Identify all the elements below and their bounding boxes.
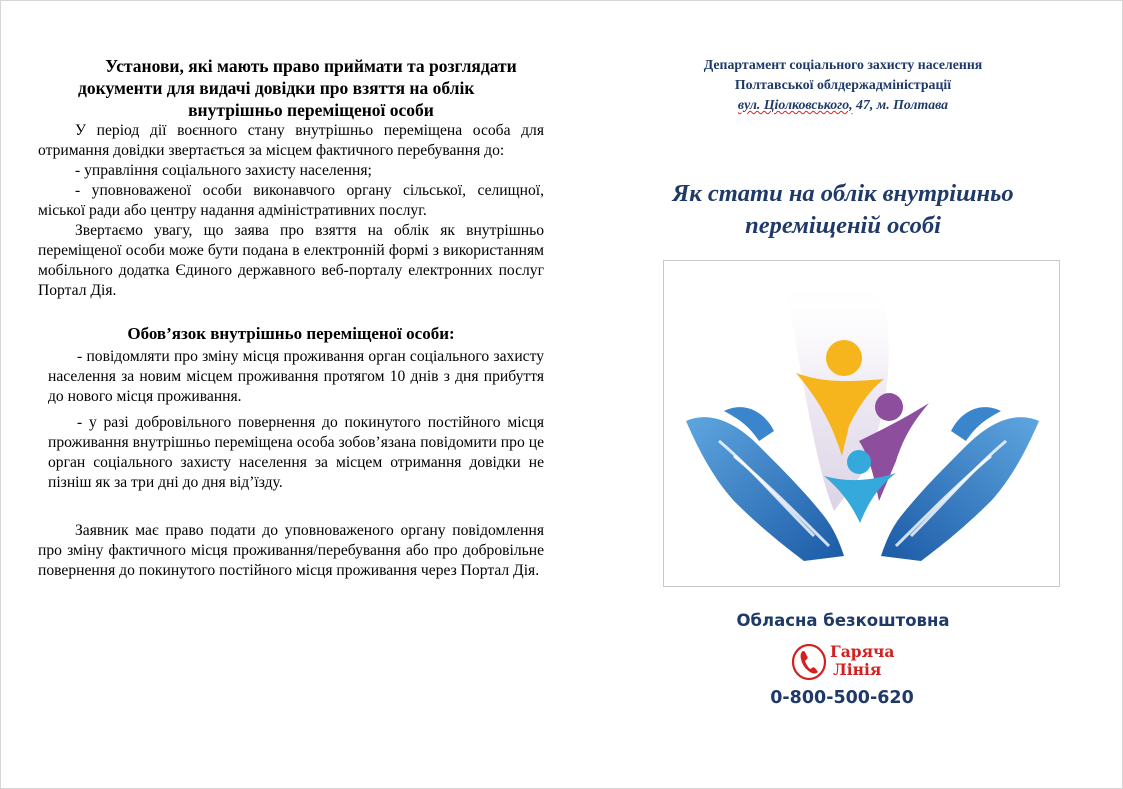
title-line-1: Як стати на облік внутрішньо (672, 180, 1014, 207)
cyan-figure-head (847, 450, 871, 474)
free-hotline-label: Обласна безкоштовна (736, 611, 950, 630)
diia-note-paragraph: Звертаємо увагу, що заява про взяття на облік як внутрішньо переміщеної особи може бути подана в електронній формі з використанням мобільного додатка Єдиного державного веб-порталу електронних послуг Портал Дія. (38, 222, 544, 299)
title-line-2: переміщеній особі (745, 212, 941, 239)
left-column (38, 55, 544, 581)
institutions-heading (38, 55, 544, 121)
heading-line-1: Установи, які мають право приймати та розглядати (105, 56, 517, 76)
dept-line-1: Департамент соціального захисту населення (703, 57, 983, 72)
hotline-word-2: Лінія (833, 660, 882, 679)
yellow-figure-head (826, 340, 862, 376)
hands-family-logo (664, 261, 1059, 586)
institution-item-2: - уповноваженої особи виконавчого органу сільської, селищної, міської ради або центру надання адміністративних послуг. (38, 182, 544, 219)
logo-frame (663, 260, 1060, 587)
address-rest: 47, м. Полтава (852, 97, 949, 112)
hotline-badge (790, 642, 910, 686)
dept-address (660, 95, 1026, 115)
duty-list (48, 347, 544, 493)
intro-paragraph: У період дії воєнного стану внутрішньо переміщена особа для отримання довідки звертається за місцем фактичного перебування до: (38, 122, 544, 159)
phone-number: 0-800-500-620 (770, 688, 914, 708)
phone-icon (790, 642, 828, 682)
duty-heading: Обов’язок внутрішньо переміщеної особи: (127, 324, 455, 343)
address-street: вул. Ціолковського, (737, 97, 853, 112)
brochure-title (660, 178, 1026, 242)
dept-line-2: Полтавської облдержадміністрації (734, 77, 952, 92)
heading-line-2: документи для видачі довідки про взяття на облік (78, 78, 475, 98)
institution-item-1: - управління соціального захисту населення; (75, 162, 372, 179)
duty-item-2: - у разі добровільного повернення до покинутого постійного місця проживання внутрішньо переміщена особа зобов’язана повідомити про це орган соціального захисту населення за місцем отримання довідки не пізніш як за три дні до дня від’їзду. (48, 414, 544, 491)
duty-item-1: - повідомляти про зміну місця проживання орган соціального захисту населення за новим місцем проживання протягом 10 днів з дня прибуття до нового місця проживання. (48, 348, 544, 405)
hotline-text (830, 643, 894, 679)
purple-figure-head (875, 393, 903, 421)
heading-line-3: внутрішньо переміщеної особи (188, 100, 434, 120)
hotline-word-1: Гаряча (830, 642, 895, 661)
applicant-rights-paragraph: Заявник має право подати до уповноваженого органу повідомлення про зміну фактичного місця проживання/перебування або про добровільне повернення до покинутого постійного місця проживання через Портал Дія. (38, 522, 544, 579)
department-header (660, 55, 1026, 115)
